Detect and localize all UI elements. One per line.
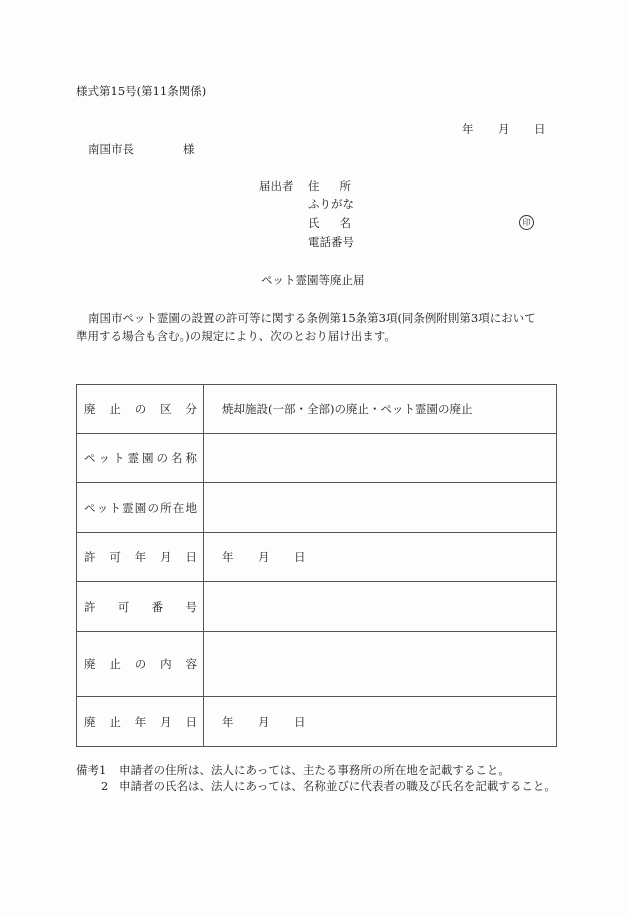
- row-label-char: の: [134, 657, 147, 671]
- row-value-cell[interactable]: [204, 483, 557, 533]
- notification-table: [76, 384, 557, 747]
- row-label-cell: [77, 632, 204, 697]
- table-row: [77, 632, 557, 697]
- addressee-honorific: 様: [183, 142, 195, 156]
- row-label-char: 止: [109, 714, 121, 729]
- row-label-char: の: [134, 402, 147, 416]
- notifier-phone-label: 電話番号: [308, 235, 354, 249]
- row-value-cell[interactable]: [204, 582, 557, 632]
- row-label-char: 分: [185, 402, 197, 416]
- row-date-day: 日: [294, 714, 306, 729]
- row-label: [77, 500, 203, 516]
- row-label-char: 園: [134, 500, 147, 515]
- date-year: 年: [462, 122, 474, 136]
- row-label-char: 容: [185, 657, 197, 671]
- note-1-text: 申請者の住所は、法人にあっては、主たる事務所の所在地を記載すること。: [119, 763, 510, 777]
- row-label: [77, 401, 203, 417]
- row-label-char: ペ: [84, 500, 96, 515]
- row-label-char: 許: [84, 599, 96, 614]
- row-label-cell: [77, 697, 204, 747]
- table-row: [77, 533, 557, 582]
- form-number: 様式第15号(第11条関係): [76, 84, 207, 98]
- row-value-cell[interactable]: [204, 385, 557, 434]
- row-label: [77, 656, 203, 672]
- row-value-cell[interactable]: [204, 533, 557, 582]
- note-2-num: 2: [101, 779, 109, 793]
- row-label-char: ト: [113, 451, 125, 465]
- row-value-cell[interactable]: [204, 697, 557, 747]
- row-label-cell: [77, 582, 204, 632]
- row-label-char: ッ: [96, 500, 109, 515]
- row-value: 焼却施設(一部・全部)の廃止・ペット霊園の廃止: [222, 402, 473, 416]
- row-label-char: 内: [160, 657, 172, 671]
- row-value-cell[interactable]: [204, 632, 557, 697]
- table-row: [77, 483, 557, 533]
- date-month: 月: [498, 122, 510, 136]
- note-2-text: 申請者の氏名は、法人にあっては、名称並びに代表者の職及び氏名を記載すること。: [119, 779, 556, 793]
- row-label-char: 年: [134, 714, 147, 729]
- row-label-cell: [77, 483, 204, 533]
- row-label-char: 園: [142, 451, 154, 465]
- row-label-char: ト: [109, 500, 121, 515]
- notifier-address-label: 住 所: [308, 179, 350, 193]
- row-label-char: 年: [134, 550, 147, 564]
- row-label-char: 月: [160, 550, 172, 564]
- row-date-year: 年: [222, 714, 234, 729]
- row-label-char: 霊: [122, 500, 134, 515]
- table-row: [77, 582, 557, 632]
- row-label-char: 日: [185, 550, 197, 564]
- body-line-1: 南国市ペット霊園の設置の許可等に関する条例第15条第3項(同条例附則第3項において: [88, 311, 536, 325]
- row-label-char: 区: [160, 402, 172, 416]
- row-label: [77, 714, 203, 730]
- notifier-label: 届出者: [259, 179, 294, 193]
- row-label-char: 止: [109, 402, 121, 416]
- row-label-cell: [77, 385, 204, 434]
- row-date-year: 年: [222, 550, 234, 564]
- row-label-char: ッ: [98, 451, 110, 465]
- document-title: ペット霊園等廃止届: [261, 273, 365, 287]
- row-label-char: 日: [185, 714, 197, 729]
- table-row: [77, 697, 557, 747]
- row-label-char: 所: [160, 500, 172, 515]
- row-label-char: の: [147, 500, 159, 515]
- row-label: [77, 599, 203, 615]
- row-label-char: 号: [185, 599, 197, 614]
- addressee-name: 南国市長: [88, 142, 134, 156]
- row-label-char: 霊: [127, 451, 139, 465]
- row-date-day: 日: [294, 550, 306, 564]
- row-label-char: ペ: [84, 451, 96, 465]
- row-value-cell[interactable]: [204, 434, 557, 483]
- row-label-cell: [77, 533, 204, 582]
- row-label-char: 可: [109, 550, 121, 564]
- row-label-char: 止: [109, 657, 121, 671]
- row-label-char: 廃: [84, 657, 96, 671]
- row-label-char: 廃: [84, 714, 96, 729]
- row-label-char: 在: [172, 500, 185, 515]
- body-line-2: 準用する場合も含む。)の規定により、次のとおり届け出ます。: [76, 329, 396, 343]
- row-label-cell: [77, 434, 204, 483]
- note-1-num: 備考1: [76, 763, 107, 777]
- row-label-char: 廃: [84, 402, 96, 416]
- table-row: [77, 385, 557, 434]
- date-day: 日: [534, 122, 546, 136]
- row-label-char: 番: [151, 599, 164, 614]
- seal-icon: 印: [519, 215, 534, 230]
- notifier-furigana-label: ふりがな: [308, 197, 354, 211]
- row-date-month: 月: [258, 714, 270, 729]
- row-label-char: 許: [84, 550, 96, 564]
- row-label: [77, 549, 203, 565]
- row-label-char: 名: [171, 451, 183, 465]
- row-label-char: 称: [185, 451, 197, 465]
- row-label-char: 月: [160, 714, 172, 729]
- row-date-month: 月: [258, 550, 270, 564]
- row-label-char: 地: [185, 500, 197, 515]
- table-row: [77, 434, 557, 483]
- row-label: [77, 450, 203, 466]
- row-label-char: 可: [117, 599, 130, 614]
- row-label-char: の: [156, 451, 168, 465]
- notifier-name-label: 氏 名: [308, 216, 350, 230]
